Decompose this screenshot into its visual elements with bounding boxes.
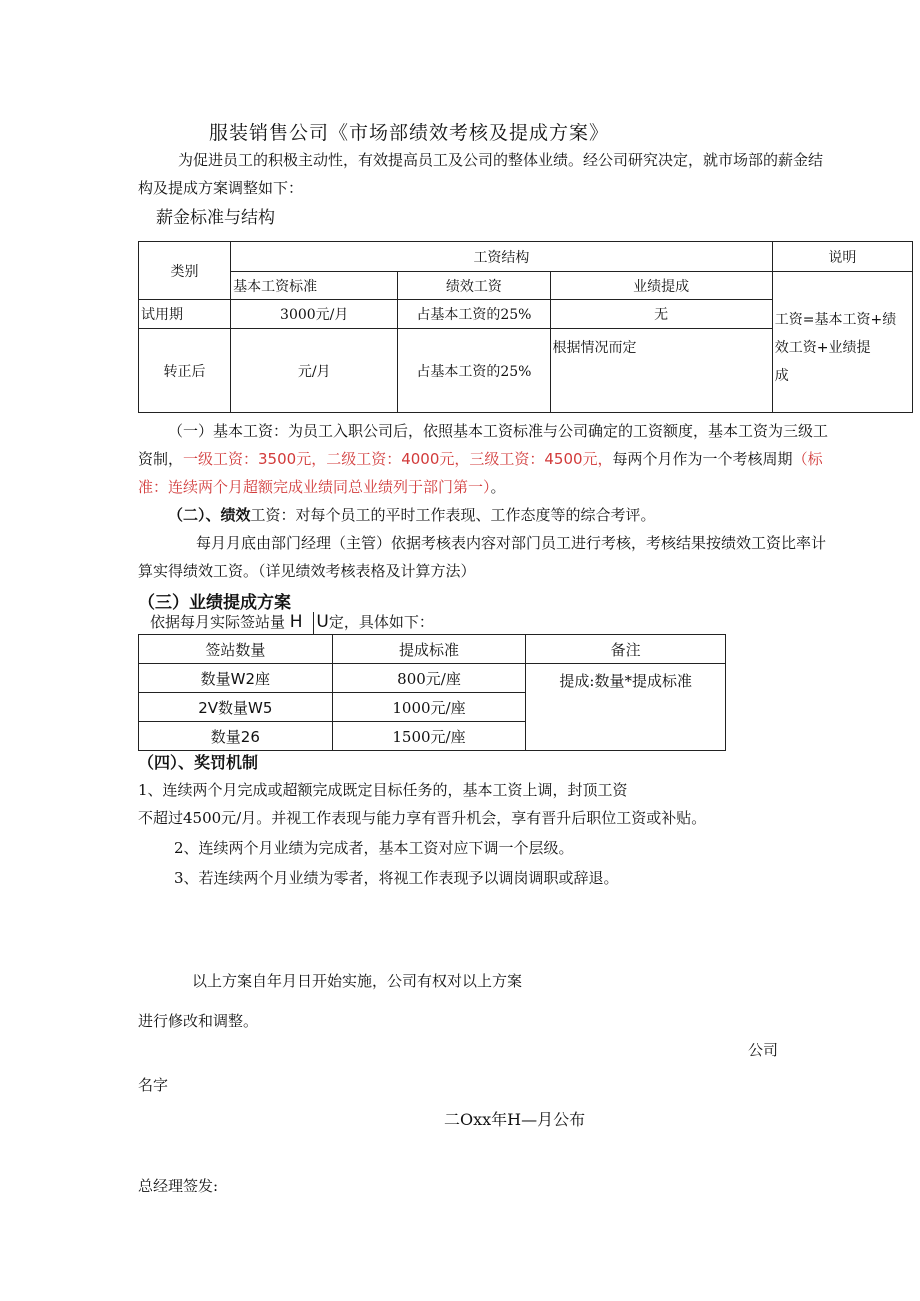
col-structure-header: 工资结构 bbox=[231, 242, 773, 272]
document-title: 服装销售公司《市场部绩效考核及提成方案》 bbox=[209, 122, 610, 144]
row-regular-base: 元/月 bbox=[231, 329, 398, 413]
salary-note-line-3: 成 bbox=[774, 368, 789, 384]
part3-garbled-u: U bbox=[316, 612, 329, 632]
part1-line-3-end: 。 bbox=[490, 478, 506, 496]
part2-line-3: 算实得绩效工资。（详见绩效考核表格及计算方法） bbox=[138, 562, 476, 580]
sub-perf-header: 绩效工资 bbox=[398, 272, 550, 300]
part4-item-2: 2、连续两个月业绩为完成者，基本工资对应下调一个层级。 bbox=[174, 839, 574, 857]
commission-row-2-qty: 2V数量W5 bbox=[139, 693, 333, 722]
sub-comm-header: 业绩提成 bbox=[550, 272, 772, 300]
commission-header-rate: 提成标准 bbox=[332, 635, 526, 664]
part1-standard-text: 准：连续两个月超额完成业绩同总业绩列于部门第一） bbox=[138, 478, 491, 496]
part2-text: 工资：对每个员工的平时工作表现、工作态度等的综合考评。 bbox=[250, 506, 656, 524]
part1-text-a: 资制， bbox=[138, 450, 184, 468]
salary-note-cell bbox=[772, 272, 912, 413]
part4-heading: （四）、奖罚机制 bbox=[138, 753, 259, 772]
commission-row-3-rate: 1500元/座 bbox=[332, 722, 526, 751]
row-probation-comm: 无 bbox=[550, 300, 772, 329]
commission-header-qty: 签站数量 bbox=[139, 635, 333, 664]
part1-standard-open: （标 bbox=[792, 450, 823, 468]
part2-line-2: 每月月底由部门经理（主管）依据考核表内容对部门员工进行考核，考核结果按绩效工资比率计 bbox=[196, 534, 827, 552]
salary-note-line-1: 工资=基本工资+绩 bbox=[774, 312, 897, 328]
salary-levels-highlight: 一级工资：3500元，二级工资：4000元，三级工资：4500元， bbox=[183, 450, 613, 468]
part3-divider bbox=[313, 612, 314, 634]
row-probation-perf: 占基本工资的25% bbox=[398, 300, 550, 329]
closing-company: 公司 bbox=[748, 1041, 779, 1059]
closing-date: 二Oxx年H—月公布 bbox=[444, 1110, 586, 1129]
row-probation-base: 3000元/月 bbox=[231, 300, 398, 329]
part4-item-3: 3、若连续两个月业绩为零者，将视工作表现予以调岗调职或辞退。 bbox=[174, 869, 619, 887]
part1-line-2 bbox=[138, 445, 823, 473]
part2-line-1 bbox=[168, 501, 656, 529]
part4-item-1a: 1、连续两个月完成或超额完成既定目标任务的，基本工资上调，封顶工资 bbox=[138, 781, 628, 799]
salary-note-line-2: 效工资+业绩提 bbox=[774, 340, 871, 356]
commission-note: 提成:数量*提成标准 bbox=[526, 664, 726, 751]
part4-item-1b: 不超过4500元/月。并视工作表现与能力享有晋升机会，享有晋升后职位工资或补贴。 bbox=[138, 809, 707, 827]
commission-row-3-qty: 数量26 bbox=[139, 722, 333, 751]
part3-intro bbox=[150, 608, 434, 636]
part3-text-d: 定，具体如下： bbox=[328, 613, 434, 631]
salary-structure-table bbox=[138, 241, 913, 413]
closing-line-2: 进行修改和调整。 bbox=[138, 1012, 259, 1030]
commission-table bbox=[138, 634, 726, 751]
commission-row-1-qty: 数量W2座 bbox=[139, 664, 333, 693]
part1-line-1: （一）基本工资：为员工入职公司后，依照基本工资标准与公司确定的工资额度，基本工资为三级工 bbox=[168, 422, 829, 440]
col-note-header: 说明 bbox=[772, 242, 912, 272]
section-salary-heading: 薪金标准与结构 bbox=[156, 208, 275, 228]
part2-heading: （二）、绩效 bbox=[168, 506, 251, 524]
row-regular-comm: 根据情况而定 bbox=[550, 329, 772, 413]
intro-line-1: 为促进员工的积极主动性，有效提高员工及公司的整体业绩。经公司研究决定，就市场部的薪金结 bbox=[178, 151, 824, 169]
commission-row-1-rate: 800元/座 bbox=[332, 664, 526, 693]
part3-heading: （三）业绩提成方案 bbox=[138, 593, 291, 613]
row-regular-label: 转正后 bbox=[139, 329, 231, 413]
closing-signoff: 总经理签发: bbox=[138, 1177, 219, 1195]
commission-row-2-rate: 1000元/座 bbox=[332, 693, 526, 722]
sub-base-header: 基本工资标准 bbox=[231, 272, 398, 300]
closing-line-1: 以上方案自年月日开始实施，公司有权对以上方案 bbox=[192, 972, 523, 990]
col-category-header: 类别 bbox=[139, 242, 231, 300]
part1-text-b: 每两个月作为一个考核周期 bbox=[612, 450, 793, 468]
part3-text-a: 依据每月实际签站量 bbox=[150, 613, 286, 631]
commission-header-note: 备注 bbox=[526, 635, 726, 664]
part1-line-3 bbox=[138, 473, 506, 501]
row-probation-label: 试用期 bbox=[139, 300, 231, 329]
row-regular-perf: 占基本工资的25% bbox=[398, 329, 550, 413]
closing-name: 名字 bbox=[138, 1076, 169, 1094]
part3-garbled-h: H bbox=[289, 612, 303, 632]
intro-line-2: 构及提成方案调整如下： bbox=[138, 179, 304, 197]
